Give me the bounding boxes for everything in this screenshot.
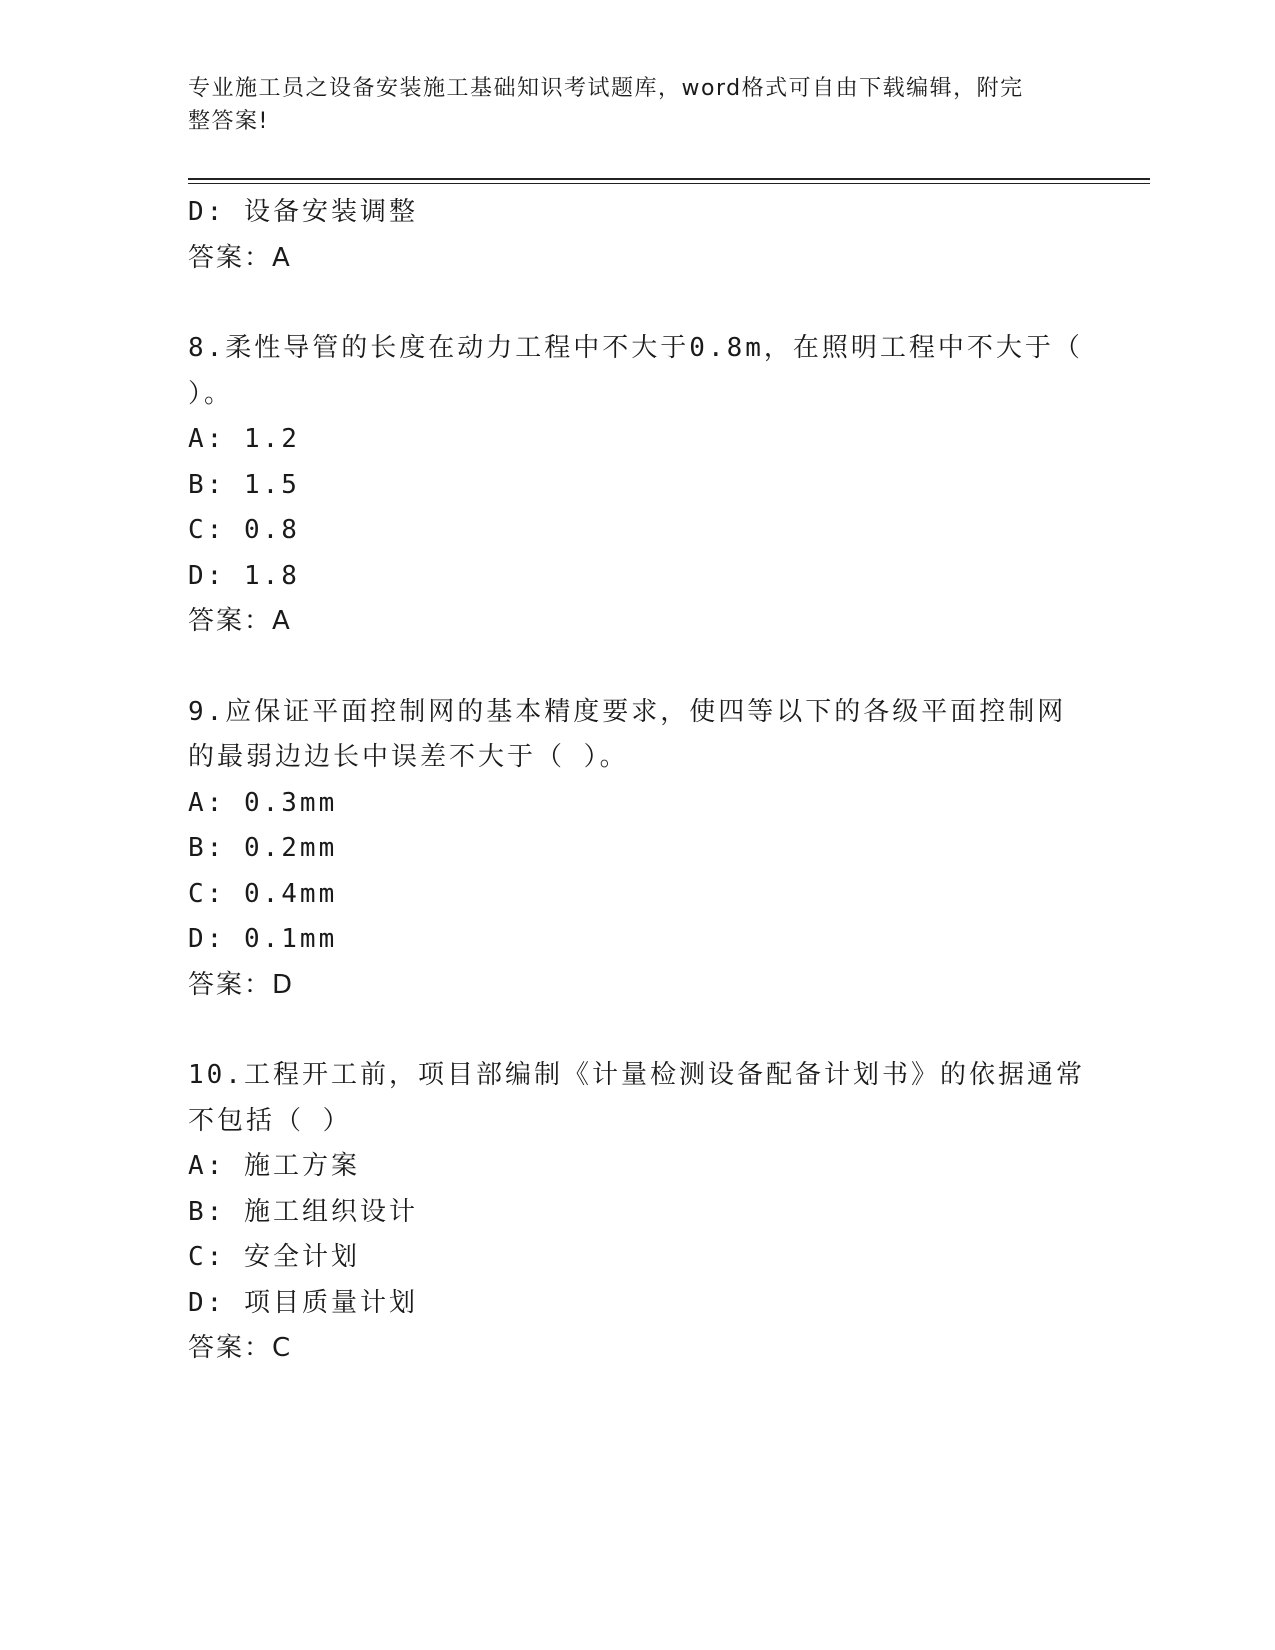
option-d: D: 0.1mm xyxy=(188,924,338,954)
option-d: D: 1.8 xyxy=(188,560,300,591)
header-rule-thin xyxy=(188,183,1150,184)
question-stem-line-1: 10.工程开工前，项目部编制《计量检测设备配备计划书》的依据通常 xyxy=(188,1060,1085,1090)
spacer xyxy=(188,1008,1088,1053)
question-stem-line-1: 8.柔性导管的长度在动力工程中不大于0.8m，在照明工程中不大于（ xyxy=(188,333,1083,363)
header-rule-thick xyxy=(188,178,1150,180)
spacer xyxy=(188,281,1088,326)
option-d: D: 设备安装调整 xyxy=(188,197,418,227)
option-d: D: 项目质量计划 xyxy=(188,1287,418,1318)
option-a: A: 1.2 xyxy=(188,424,300,454)
answer-line: 答案：A xyxy=(188,606,292,636)
option-b: B: 0.2mm xyxy=(188,833,338,863)
option-b: B: 1.5 xyxy=(188,469,300,500)
option-c: C: 0.8 xyxy=(188,515,300,545)
question-9 xyxy=(188,690,1088,1009)
header-line-2: 整答案! xyxy=(188,109,269,134)
question-stem-line-1: 9.应保证平面控制网的基本精度要求，使四等以下的各级平面控制网 xyxy=(188,696,1067,727)
question-content xyxy=(188,190,1088,1372)
previous-question-tail xyxy=(188,190,1088,281)
question-stem-line-2: 的最弱边边长中误差不大于（ ）。 xyxy=(188,742,629,772)
option-a: A: 0.3mm xyxy=(188,787,338,818)
answer-line: 答案：C xyxy=(188,1333,293,1363)
spacer xyxy=(188,645,1088,690)
question-stem-line-2: ）。 xyxy=(188,378,234,409)
question-stem-line-2: 不包括（ ） xyxy=(188,1105,352,1136)
document-header xyxy=(188,72,1068,138)
question-10 xyxy=(188,1053,1088,1372)
option-c: C: 安全计划 xyxy=(188,1242,360,1272)
header-line-1: 专业施工员之设备安装施工基础知识考试题库，word格式可自由下载编辑，附完 xyxy=(188,76,1024,101)
option-b: B: 施工组织设计 xyxy=(188,1196,418,1227)
answer-line: 答案：D xyxy=(188,969,295,1000)
question-8 xyxy=(188,326,1088,645)
option-a: A: 施工方案 xyxy=(188,1151,360,1181)
answer-line: 答案：A xyxy=(188,242,292,273)
option-c: C: 0.4mm xyxy=(188,878,338,909)
